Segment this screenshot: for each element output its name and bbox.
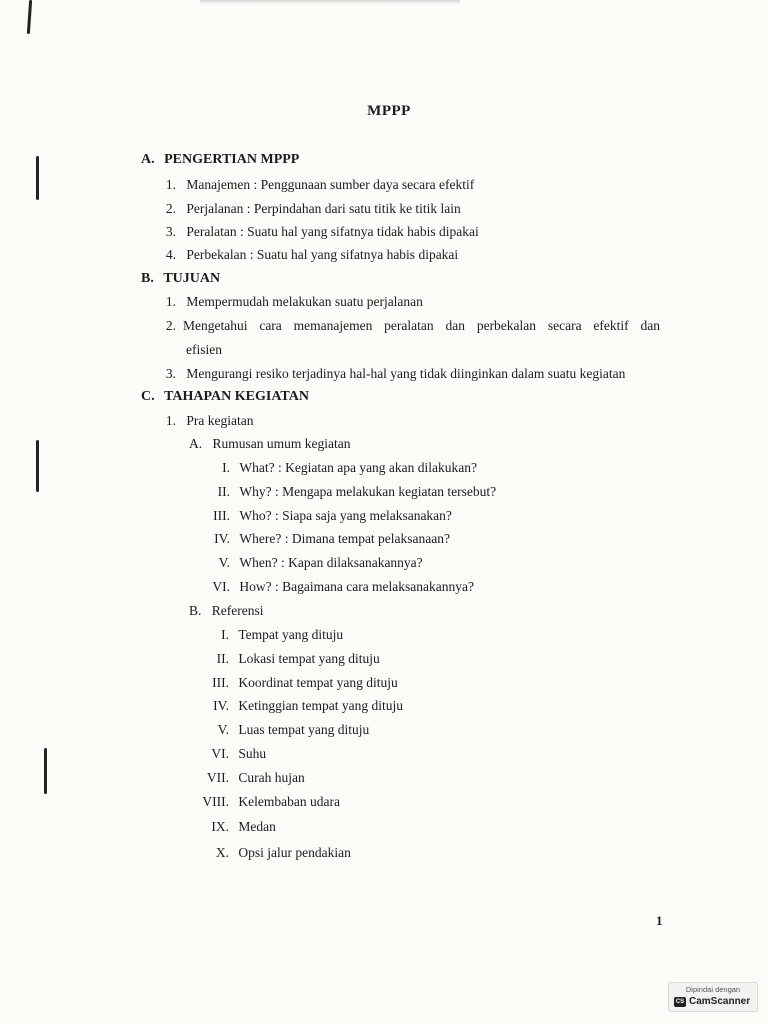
list-item bbox=[198, 675, 398, 691]
watermark-caption: Dipindai dengan bbox=[685, 985, 741, 994]
item-text: Who? : Siapa saja yang melaksanakan? bbox=[239, 508, 452, 523]
sub-label: B. bbox=[189, 603, 202, 618]
item-number: II. bbox=[216, 651, 229, 666]
list-item bbox=[198, 746, 266, 762]
section-label: B. bbox=[141, 271, 154, 286]
scan-artifact-mark bbox=[44, 748, 47, 794]
page-title: MPPP bbox=[367, 103, 411, 119]
item-text: Kelembaban udara bbox=[238, 794, 340, 809]
item-text: Mengurangi resiko terjadinya hal-hal yang tidak diinginkan dalam suatu kegiatan bbox=[186, 366, 626, 381]
item-number: III. bbox=[212, 675, 229, 690]
list-item bbox=[200, 460, 477, 476]
item-number: VI. bbox=[212, 579, 230, 594]
list-item bbox=[162, 294, 423, 310]
item-number: 4. bbox=[165, 247, 176, 262]
item-text: Suhu bbox=[238, 746, 267, 761]
section-c-heading bbox=[141, 389, 309, 405]
item-number: 3. bbox=[165, 366, 176, 381]
item-number: V. bbox=[218, 555, 230, 570]
item-text: How? : Bagaimana cara melaksanakannya? bbox=[239, 579, 475, 594]
item-text: When? : Kapan dilaksanakannya? bbox=[239, 555, 423, 570]
item-text: Luas tempat yang dituju bbox=[238, 722, 370, 737]
scan-artifact-mark bbox=[36, 440, 39, 492]
list-item bbox=[162, 366, 625, 382]
item-text: Curah hujan bbox=[238, 770, 305, 785]
list-item bbox=[200, 555, 423, 571]
item-number: VIII. bbox=[202, 794, 229, 809]
item-text: Koordinat tempat yang dituju bbox=[238, 675, 398, 690]
item-number: IX. bbox=[211, 819, 229, 834]
item-text: Manajemen : Penggunaan sumber daya secara efektif bbox=[186, 177, 475, 192]
item-text: Tempat yang dituju bbox=[238, 627, 344, 642]
item-number: X. bbox=[215, 845, 229, 860]
item-number: VI. bbox=[211, 746, 229, 761]
sub-label: A. bbox=[189, 436, 203, 451]
section-label: C. bbox=[141, 389, 155, 404]
list-item bbox=[198, 819, 276, 835]
item-text: Where? : Dimana tempat pelaksanaan? bbox=[239, 531, 451, 546]
item-number: IV. bbox=[213, 698, 229, 713]
list-item bbox=[198, 651, 380, 667]
item-text: Ketinggian tempat yang dituju bbox=[238, 698, 403, 713]
item-number: VII. bbox=[206, 770, 229, 785]
section-b-heading bbox=[141, 271, 220, 287]
list-item bbox=[200, 508, 452, 524]
stage-item bbox=[162, 413, 253, 429]
list-item bbox=[200, 579, 474, 595]
item-text: Perbekalan : Suatu hal yang sifatnya habis dipakai bbox=[186, 247, 459, 262]
item-number: I. bbox=[222, 460, 230, 475]
section-a-heading bbox=[141, 152, 299, 168]
list-item bbox=[162, 201, 461, 217]
scan-artifact-mark bbox=[27, 0, 32, 34]
page-number: 1 bbox=[656, 913, 663, 928]
scan-edge-shadow bbox=[200, 0, 460, 4]
item-number: 3. bbox=[165, 224, 176, 239]
item-number: 1. bbox=[165, 177, 176, 192]
section-label: A. bbox=[141, 152, 155, 167]
watermark-name: CamScanner bbox=[689, 996, 751, 1007]
item-number: 1. bbox=[165, 294, 176, 309]
item-text: Peralatan : Suatu hal yang sifatnya tidak habis dipakai bbox=[186, 224, 479, 239]
list-item bbox=[198, 698, 403, 714]
item-number: 2. bbox=[165, 201, 176, 216]
item-text: Why? : Mengapa melakukan kegiatan tersebut? bbox=[239, 484, 497, 499]
section-title: TAHAPAN KEGIATAN bbox=[164, 389, 309, 404]
list-item bbox=[162, 247, 458, 263]
list-item bbox=[200, 531, 450, 547]
item-text: Medan bbox=[238, 819, 276, 834]
section-title: TUJUAN bbox=[163, 271, 221, 286]
list-item bbox=[198, 845, 351, 861]
list-item bbox=[198, 627, 343, 643]
item-number: IV. bbox=[214, 531, 230, 546]
item-number: 1. bbox=[165, 413, 176, 428]
sub-title: Referensi bbox=[211, 603, 264, 618]
list-item bbox=[198, 722, 369, 738]
item-number: III. bbox=[213, 508, 230, 523]
item-text: Perjalanan : Perpindahan dari satu titik ke titik lain bbox=[186, 201, 461, 216]
item-text: Opsi jalur pendakian bbox=[238, 845, 351, 860]
watermark-logo bbox=[674, 996, 750, 1007]
list-item bbox=[198, 770, 305, 786]
list-item bbox=[198, 794, 340, 810]
list-item bbox=[162, 224, 479, 240]
item-text-continuation: efisien bbox=[186, 342, 222, 357]
sub-heading-a bbox=[189, 436, 350, 452]
item-text: Mempermudah melakukan suatu perjalanan bbox=[186, 294, 423, 309]
item-number: V. bbox=[217, 722, 229, 737]
scan-artifact-mark bbox=[36, 156, 39, 200]
item-text: Lokasi tempat yang dituju bbox=[238, 651, 380, 666]
list-item bbox=[162, 318, 660, 334]
camscanner-icon: CS bbox=[675, 998, 685, 1005]
item-number: II. bbox=[217, 484, 230, 499]
list-item bbox=[162, 177, 474, 193]
section-title: PENGERTIAN MPPP bbox=[164, 152, 300, 167]
list-item bbox=[200, 484, 496, 500]
item-text: Mengetahui cara memanajemen peralatan dan perbekalan secara efektif dan bbox=[183, 318, 660, 333]
camscanner-watermark bbox=[668, 982, 758, 1012]
item-text: Pra kegiatan bbox=[186, 413, 254, 428]
item-number: I. bbox=[221, 627, 229, 642]
item-number: 2. bbox=[165, 318, 176, 333]
item-text: What? : Kegiatan apa yang akan dilakukan? bbox=[239, 460, 478, 475]
sub-heading-b bbox=[189, 603, 264, 619]
sub-title: Rumusan umum kegiatan bbox=[212, 436, 351, 451]
